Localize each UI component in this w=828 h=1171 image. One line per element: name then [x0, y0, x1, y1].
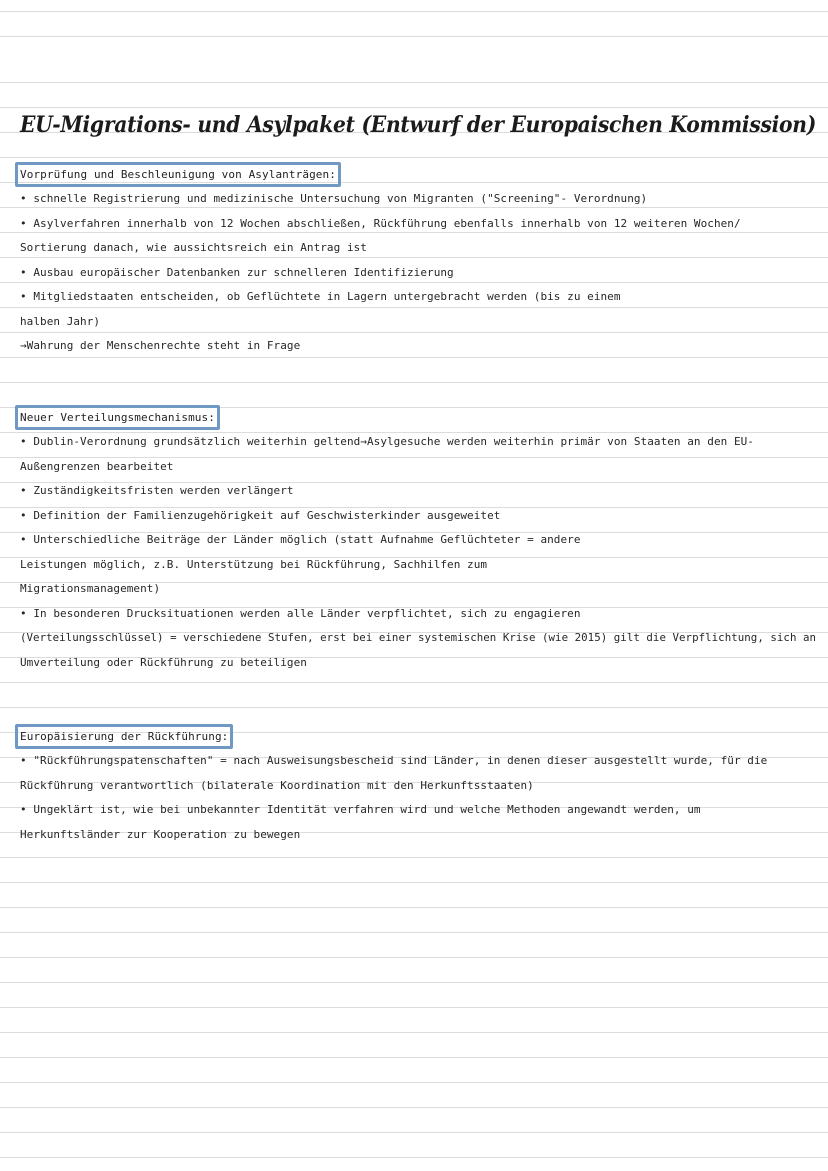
page-title: EU-Migrations- und Asylpaket (Entwurf der Europaischen Kommission): [20, 112, 817, 138]
text-line: (Verteilungsschlüssel) = verschiedene Stufen, erst bei einer systemischen Krise (wie 2015) gilt die Verpflichtung, sich an: [20, 631, 817, 644]
text-line: • schnelle Registrierung und medizinische Untersuchung von Migranten ("Screening"- Verordnung): [20, 192, 648, 205]
text-line: • Unterschiedliche Beiträge der Länder möglich (statt Aufnahme Geflüchteter = andere: [20, 533, 581, 546]
section-body-vorpruefung: [20, 187, 810, 359]
text-line: Herkunftsländer zur Kooperation zu bewegen: [20, 827, 301, 841]
text-line: • "Rückführungspatenschaften" = nach Ausweisungsbescheid sind Länder, in denen dieser ausgestellt wurde, für die: [20, 754, 768, 767]
section-heading-rueckfuehrung: Europäisierung der Rückführung:: [15, 724, 233, 749]
text-line: →Wahrung der Menschenrechte steht in Frage: [20, 339, 301, 352]
text-line: • Dublin-Verordnung grundsätzlich weiterhin geltend→Asylgesuche werden weiterhin primär von Staaten an den EU-: [20, 435, 754, 448]
text-line: • Ungeklärt ist, wie bei unbekannter Identität verfahren wird und welche Methoden angewandt werden, um: [20, 803, 701, 816]
section-heading-vorpruefung: Vorprüfung und Beschleunigung von Asylanträgen:: [15, 162, 341, 187]
text-line: Migrationsmanagement): [20, 582, 161, 595]
section-rueckfuehrung: [20, 724, 810, 847]
text-line: • Ausbau europäischer Datenbanken zur schnelleren Identifizierung: [20, 265, 454, 279]
text-line: • Zuständigkeitsfristen werden verlängert: [20, 484, 294, 497]
section-body-verteilung: [20, 430, 817, 675]
text-line: Sortierung danach, wie aussichtsreich ein Antrag ist: [20, 241, 367, 254]
text-line: Leistungen möglich, z.B. Unterstützung bei Rückführung, Sachhilfen zum: [20, 557, 488, 571]
text-line: Außengrenzen bearbeitet: [20, 459, 174, 473]
section-vorpruefung: [20, 162, 810, 359]
text-line: • In besonderen Drucksituationen werden alle Länder verpflichtet, sich zu engagieren: [20, 606, 581, 620]
text-line: halben Jahr): [20, 314, 101, 328]
section-verteilung: [20, 405, 817, 675]
text-line: Umverteilung oder Rückführung zu beteiligen: [20, 655, 307, 669]
section-heading-verteilung: Neuer Verteilungsmechanismus:: [15, 405, 220, 430]
section-body-rueckfuehrung: [20, 749, 810, 847]
text-line: Rückführung verantwortlich (bilaterale Koordination mit den Herkunftsstaaten): [20, 778, 534, 792]
text-line: • Definition der Familienzugehörigkeit auf Geschwisterkinder ausgeweitet: [20, 508, 501, 522]
text-line: • Asylverfahren innerhalb von 12 Wochen abschließen, Rückführung ebenfalls innerhalb von 12 weiteren Wochen/: [20, 216, 741, 230]
text-line: • Mitgliedstaaten entscheiden, ob Geflüchtete in Lagern untergebracht werden (bis zu einem: [20, 290, 621, 303]
